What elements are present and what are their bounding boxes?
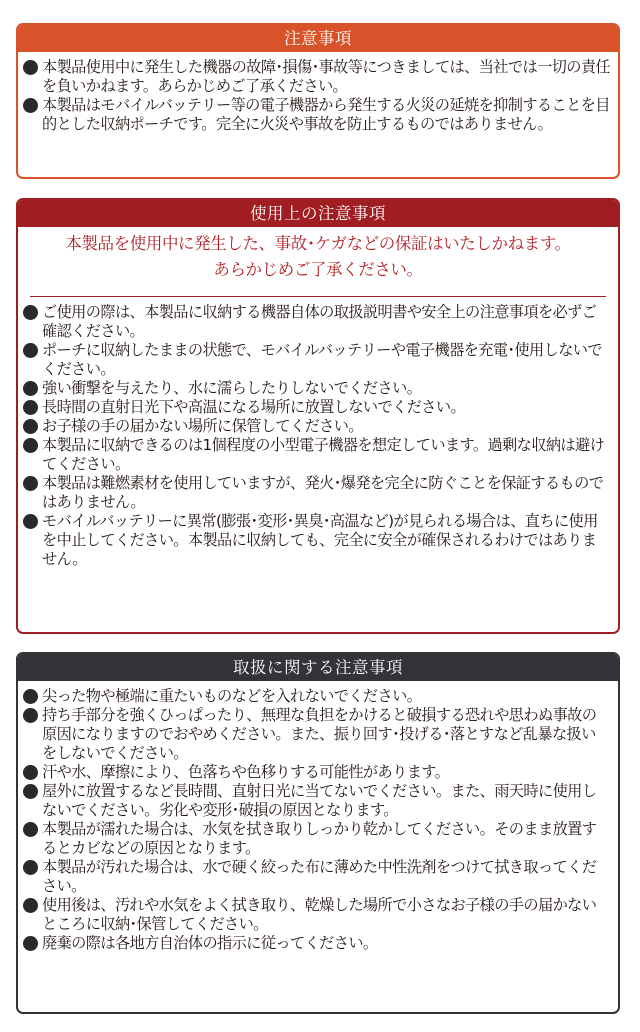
bullet-icon [23, 708, 38, 723]
bullet-icon [23, 305, 38, 320]
list-item: 本製品は難燃素材を使用していますが、発火･爆発を完全に防ぐことを保証するものではありません。 [22, 474, 610, 512]
bullet-icon [23, 784, 38, 799]
bullet-icon [23, 476, 38, 491]
list-item: 本製品に収納できるのは1個程度の小型電子機器を想定しています。過剰な収納は避けてください。 [22, 436, 610, 474]
bullet-icon [23, 898, 38, 913]
bullet-icon [23, 822, 38, 837]
bullet-icon [23, 514, 38, 529]
list-item: 長時間の直射日光下や高温になる場所に放置しないでください。 [22, 398, 610, 417]
list-item: 使用後は、汚れや水気をよく拭き取り、乾燥した場所で小さなお子様の手の届かないところに収納･保管してください。 [22, 896, 610, 934]
list-item: 汗や水、摩擦により、色落ちや色移りする可能性があります。 [22, 763, 610, 782]
bullet-icon [23, 765, 38, 780]
bullet-icon [23, 98, 38, 113]
list-item: 屋外に放置するなど長時間、直射日光に当てないでください。また、雨天時に使用しないでください。劣化や変形･破損の原因となります。 [22, 782, 610, 820]
usage-precautions-section [16, 198, 620, 634]
bullet-icon [23, 419, 38, 434]
bullet-icon [23, 438, 38, 453]
bullet-icon [23, 343, 38, 358]
bullet-icon [23, 400, 38, 415]
list-item: 廃棄の際は各地方自治体の指示に従ってください。 [22, 934, 610, 953]
list-item: ポーチに収納したままの状態で、モバイルバッテリーや電子機器を充電･使用しないでください。 [22, 341, 610, 379]
list-item: ご使用の際は、本製品に収納する機器自体の取扱説明書や安全上の注意事項を必ずご確認ください。 [22, 303, 610, 341]
bullet-icon [23, 936, 38, 951]
section-title: 使用上の注意事項 [18, 200, 618, 227]
warranty-warning: 本製品を使用中に発生した、事故･ケガなどの保証はいたしかねます。 あらかじめご了承ください。 [65, 234, 571, 279]
handling-list [18, 681, 618, 953]
list-item: お子様の手の届かない場所に保管してください。 [22, 417, 610, 436]
list-item: 本製品が汚れた場合は、水で硬く絞った布に薄めた中性洗剤をつけて拭き取ってください。 [22, 858, 610, 896]
list-item: 強い衝撃を与えたり、水に濡らしたりしないでください。 [22, 379, 610, 398]
notice-list [18, 52, 618, 134]
list-item: 本製品が濡れた場合は、水気を拭き取りしっかり乾かしてください。そのまま放置するとカビなどの原因となります。 [22, 820, 610, 858]
list-item: 持ち手部分を強くひっぱったり、無理な負担をかけると破損する恐れや思わぬ事故の原因になりますのでおやめください。また、振り回す･投げる･落とすなど乱暴な扱いをしないでください。 [22, 706, 610, 763]
list-item: モバイルバッテリーに異常(膨張･変形･異臭･高温など)が見られる場合は、直ちに使用を中止してください。本製品に収納しても、完全に安全が確保されるわけではありません。 [22, 512, 610, 569]
handling-precautions-section [16, 652, 620, 1014]
list-item: 本製品はモバイルバッテリー等の電子機器から発生する火災の延焼を抑制することを目的とした収納ポーチです。完全に火災や事故を防止するものではありません。 [22, 96, 610, 134]
notice-section [16, 23, 620, 179]
bullet-icon [23, 689, 38, 704]
bullet-icon [23, 860, 38, 875]
usage-list [18, 303, 618, 569]
section-title: 注意事項 [18, 25, 618, 52]
bullet-icon [23, 381, 38, 396]
divider [30, 296, 606, 297]
list-item: 尖った物や極端に重たいものなどを入れないでください。 [22, 687, 610, 706]
list-item: 本製品使用中に発生した機器の故障･損傷･事故等につきましては、当社では一切の責任を負いかねます。あらかじめご了承ください。 [22, 58, 610, 96]
bullet-icon [23, 60, 38, 75]
section-title: 取扱に関する注意事項 [18, 654, 618, 681]
